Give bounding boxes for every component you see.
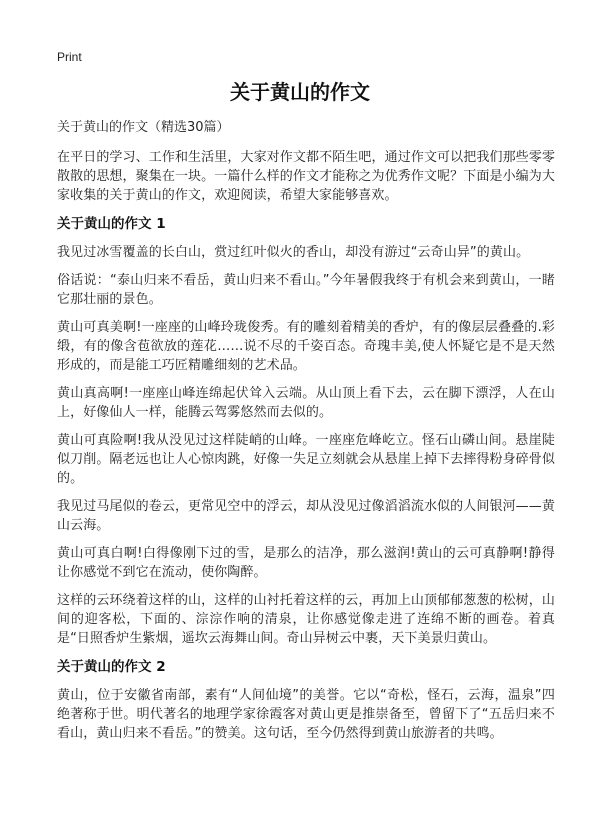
paragraph: 黄山可真美啊!一座座的山峰玲珑俊秀。有的雕刻着精美的香炉，有的像层层叠叠的.彩缎，有的像含苞欲放的莲花……说不尽的千姿百态。奇瑰丰美,使人怀疑它是不是天然形成的，而是能工巧匠精雕细刻的艺术品。 <box>57 320 555 373</box>
paragraph: 黄山真高啊!一座座山峰连绵起伏耸入云端。从山顶上看下去，云在脚下漂浮，人在山上，好像仙人一样，能腾云驾雾悠然而去似的。 <box>57 386 555 420</box>
article-body <box>57 118 555 752</box>
section-heading: 关于黄山的作文 2 <box>57 659 166 675</box>
article-subtitle: 关于黄山的作文（精选30篇） <box>57 120 230 135</box>
paragraph: 俗话说：“泰山归来不看岳，黄山归来不看山。”今年暑假我终于有机会来到黄山，一睹它那壮丽的景色。 <box>57 273 555 307</box>
paragraph: 这样的云环绕着这样的山，这样的山衬托着这样的云，再加上山顶郁郁葱葱的松树，山间的迎客松，下面的、淙淙作响的清泉，让你感觉像走进了连绵不断的画卷。着真是“日照香炉生紫烟，遥坎云海舞山间。奇山异树云中裹，天下美景归黄山。 <box>57 593 555 646</box>
paragraph: 黄山可真险啊!我从没见过这样陡峭的山峰。一座座危峰屹立。怪石山磷山间。悬崖陡似刀削。隔老远也让人心惊肉跳，好像一失足立刻就会从悬崖上掉下去摔得粉身碎骨似的。 <box>57 433 555 486</box>
intro-paragraph: 在平日的学习、工作和生活里，大家对作文都不陌生吧，通过作文可以把我们那些零零散散的思想，聚集在一块。一篇什么样的作文才能称之为优秀作文呢？下面是小编为大家收集的关于黄山的作文，欢迎阅读，希望大家能够喜欢。 <box>57 150 555 203</box>
paragraph: 我见过马尾似的卷云，更常见空中的浮云，却从没见过像滔滔流水似的人间银河——黄山云海。 <box>57 499 555 533</box>
section-heading: 关于黄山的作文 1 <box>57 216 166 232</box>
print-link[interactable]: Print <box>57 50 82 64</box>
paragraph: 黄山，位于安徽省南部，素有“人间仙境”的美誉。它以“奇松，怪石，云海，温泉”四绝著称于世。明代著名的地理学家徐霞客对黄山更是推崇备至，曾留下了“五岳归来不看山，黄山归来不看岳。”的赞美。这句话，至今仍然得到黄山旅游者的共鸣。 <box>57 688 555 741</box>
paragraph: 我见过冰雪覆盖的长白山，赏过红叶似火的香山，却没有游过“云奇山异”的黄山。 <box>57 245 530 260</box>
page-title: 关于黄山的作文 <box>230 80 370 104</box>
paragraph: 黄山可真白啊!白得像刚下过的雪，是那么的洁净，那么滋润!黄山的云可真静啊!静得让你感觉不到它在流动，使你陶醉。 <box>57 546 555 580</box>
